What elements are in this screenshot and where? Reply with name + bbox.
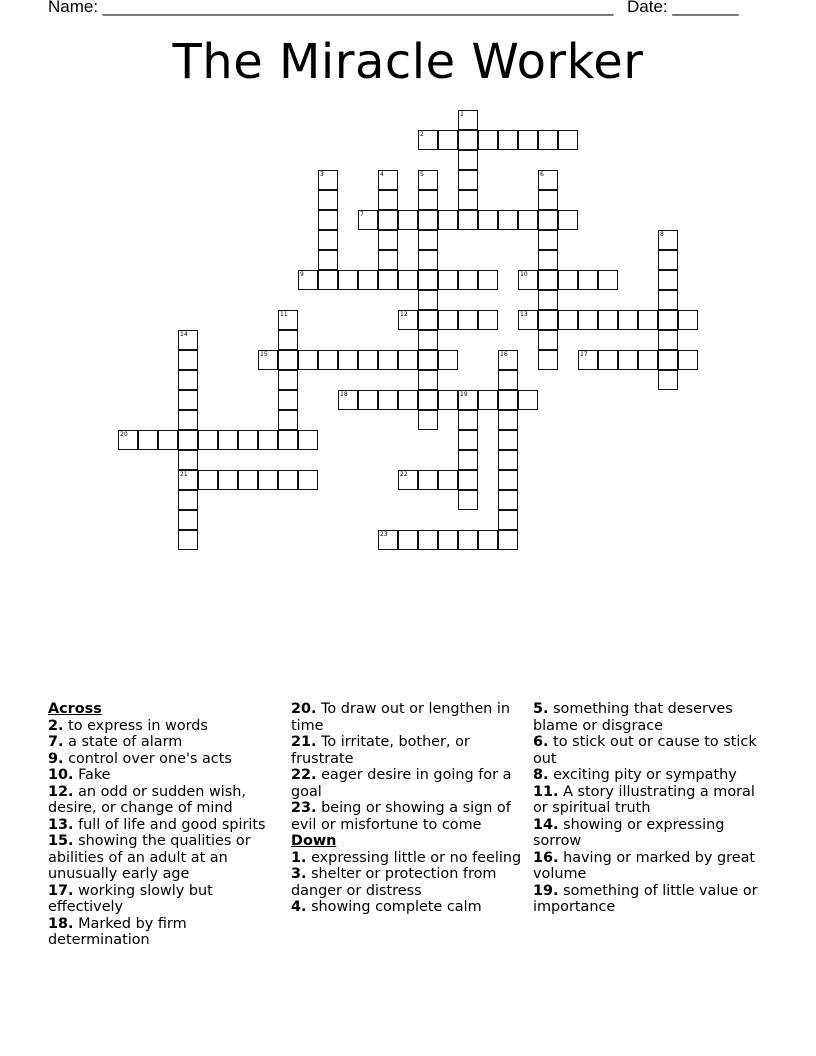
grid-cell[interactable]: [478, 210, 498, 230]
grid-cell[interactable]: [538, 290, 558, 310]
clue-text: showing complete calm: [311, 899, 482, 915]
grid-cell[interactable]: [458, 210, 478, 230]
grid-cell[interactable]: [398, 390, 418, 410]
clue-number: 6: [540, 171, 544, 178]
clue-item: [48, 784, 283, 817]
grid-cell[interactable]: [458, 270, 478, 290]
grid-cell[interactable]: [598, 270, 618, 290]
down-heading: Down: [291, 833, 337, 849]
grid-cell[interactable]: [538, 350, 558, 370]
grid-cell[interactable]: [418, 530, 438, 550]
clue-text: working slowly but effectively: [48, 882, 213, 915]
clue-item: [291, 734, 526, 767]
grid-cell[interactable]: [578, 310, 598, 330]
grid-cell[interactable]: [458, 430, 478, 450]
clue-text: Marked by firm determination: [48, 915, 187, 948]
clue-text: being or showing a sign of evil or misfortune to come: [291, 800, 511, 833]
clue-number: 3.: [291, 866, 307, 882]
clue-number: 9.: [48, 750, 64, 767]
clue-number: 18.: [48, 915, 74, 932]
grid-cell[interactable]: [278, 470, 298, 490]
grid-cell[interactable]: [418, 290, 438, 310]
grid-cell[interactable]: [538, 130, 558, 150]
clue-item: [533, 701, 773, 734]
grid-cell[interactable]: [338, 350, 358, 370]
grid-cell[interactable]: [378, 170, 398, 190]
grid-cell[interactable]: [418, 270, 438, 290]
clue-number: 15.: [48, 833, 74, 849]
clue-text: an odd or sudden wish, desire, or change of mind: [48, 783, 246, 816]
page-title: The Miracle Worker: [172, 34, 644, 90]
clue-number: 4.: [291, 899, 307, 915]
grid-cell[interactable]: [398, 470, 418, 490]
clue-text: showing or expressing sorrow: [533, 816, 725, 849]
grid-cell[interactable]: [178, 530, 198, 550]
grid-cell[interactable]: [338, 390, 358, 410]
grid-cell[interactable]: [458, 390, 478, 410]
clue-text: To irritate, bother, or frustrate: [291, 734, 470, 767]
clue-item: [291, 800, 526, 833]
grid-cell[interactable]: [658, 270, 678, 290]
grid-cell[interactable]: [498, 350, 518, 370]
grid-cell[interactable]: [118, 430, 138, 450]
grid-cell[interactable]: [258, 430, 278, 450]
grid-cell[interactable]: [398, 270, 418, 290]
clues-column-2: [291, 701, 526, 916]
grid-cell[interactable]: [178, 350, 198, 370]
clue-number: 11.: [533, 783, 559, 800]
grid-cell[interactable]: [538, 330, 558, 350]
grid-cell[interactable]: [498, 450, 518, 470]
grid-cell[interactable]: [658, 310, 678, 330]
clue-item: [48, 718, 283, 735]
clue-number: 20: [120, 431, 128, 438]
grid-cell[interactable]: [418, 210, 438, 230]
grid-cell[interactable]: [658, 290, 678, 310]
clue-text: showing the qualities or abilities of an adult at an unusually early age: [48, 833, 251, 882]
clue-number: 15: [260, 351, 268, 358]
grid-cell[interactable]: [318, 350, 338, 370]
clue-number: 17.: [48, 882, 74, 899]
clue-number: 8: [660, 231, 664, 238]
grid-cell[interactable]: [558, 130, 578, 150]
grid-cell[interactable]: [498, 430, 518, 450]
clue-item: [533, 883, 773, 916]
grid-cell[interactable]: [438, 530, 458, 550]
grid-cell[interactable]: [178, 410, 198, 430]
grid-cell[interactable]: [238, 470, 258, 490]
clue-text: to express in words: [68, 717, 208, 734]
clue-number: 18: [340, 391, 348, 398]
clue-item: [48, 833, 283, 883]
clues-column-1: [48, 701, 283, 949]
grid-cell[interactable]: [378, 250, 398, 270]
grid-cell[interactable]: [178, 470, 198, 490]
grid-cell[interactable]: [398, 310, 418, 330]
clue-text: expressing little or no feeling: [311, 849, 522, 866]
grid-cell[interactable]: [398, 210, 418, 230]
grid-cell[interactable]: [418, 370, 438, 390]
grid-cell[interactable]: [518, 270, 538, 290]
grid-cell[interactable]: [498, 490, 518, 510]
grid-cell[interactable]: [498, 510, 518, 530]
grid-cell[interactable]: [418, 190, 438, 210]
grid-cell[interactable]: [658, 370, 678, 390]
grid-cell[interactable]: [478, 270, 498, 290]
grid-cell[interactable]: [438, 390, 458, 410]
clue-number: 1: [460, 111, 464, 118]
grid-cell[interactable]: [558, 310, 578, 330]
grid-cell[interactable]: [638, 350, 658, 370]
grid-cell[interactable]: [458, 410, 478, 430]
grid-cell[interactable]: [198, 430, 218, 450]
grid-cell[interactable]: [438, 310, 458, 330]
grid-cell[interactable]: [418, 250, 438, 270]
clue-number: 13: [520, 311, 528, 318]
grid-cell[interactable]: [538, 250, 558, 270]
clue-number: 19.: [533, 882, 559, 899]
grid-cell[interactable]: [658, 250, 678, 270]
clue-number: 19: [460, 391, 468, 398]
grid-cell[interactable]: [338, 270, 358, 290]
grid-cell[interactable]: [278, 370, 298, 390]
clue-number: 7.: [48, 734, 64, 750]
grid-cell[interactable]: [318, 170, 338, 190]
grid-cell[interactable]: [178, 490, 198, 510]
grid-cell[interactable]: [358, 210, 378, 230]
clue-number: 8.: [533, 767, 549, 783]
clue-number: 5.: [533, 701, 549, 717]
clue-number: 2: [420, 131, 424, 138]
clue-number: 16: [500, 351, 508, 358]
grid-cell[interactable]: [538, 270, 558, 290]
grid-cell[interactable]: [498, 370, 518, 390]
grid-cell[interactable]: [278, 350, 298, 370]
grid-cell[interactable]: [378, 390, 398, 410]
clue-number: 22: [400, 471, 408, 478]
grid-cell[interactable]: [438, 210, 458, 230]
grid-cell[interactable]: [418, 410, 438, 430]
grid-cell[interactable]: [418, 330, 438, 350]
grid-cell[interactable]: [498, 130, 518, 150]
grid-cell[interactable]: [318, 250, 338, 270]
grid-cell[interactable]: [418, 390, 438, 410]
grid-cell[interactable]: [358, 270, 378, 290]
clue-text: eager desire in going for a goal: [291, 767, 512, 800]
clue-number: 10.: [48, 767, 74, 783]
grid-cell[interactable]: [418, 130, 438, 150]
clue-number: 21: [180, 471, 188, 478]
grid-cell[interactable]: [418, 230, 438, 250]
grid-cell[interactable]: [458, 450, 478, 470]
clue-number: 17: [580, 351, 588, 358]
grid-cell[interactable]: [378, 530, 398, 550]
clue-number: 12: [400, 311, 408, 318]
grid-cell[interactable]: [538, 230, 558, 250]
grid-cell[interactable]: [378, 190, 398, 210]
across-heading: Across: [48, 701, 102, 717]
grid-cell[interactable]: [178, 450, 198, 470]
clue-text: something that deserves blame or disgrace: [533, 701, 733, 734]
grid-cell[interactable]: [238, 430, 258, 450]
clues-column-3: [533, 701, 773, 916]
clue-text: Fake: [78, 767, 111, 783]
grid-cell[interactable]: [258, 350, 278, 370]
clue-text: full of life and good spirits: [78, 816, 266, 833]
grid-cell[interactable]: [638, 310, 658, 330]
clue-item: [48, 883, 283, 916]
grid-cell[interactable]: [518, 390, 538, 410]
clue-number: 14.: [533, 816, 559, 833]
grid-cell[interactable]: [498, 530, 518, 550]
clue-number: 21.: [291, 734, 317, 750]
grid-cell[interactable]: [458, 150, 478, 170]
clue-number: 3: [320, 171, 324, 178]
grid-cell[interactable]: [518, 130, 538, 150]
clue-item: [291, 899, 526, 916]
clue-item: [291, 767, 526, 800]
grid-cell[interactable]: [278, 390, 298, 410]
name-field-label: Name: ______________________________________________________: [48, 0, 614, 16]
grid-cell[interactable]: [198, 470, 218, 490]
clue-item: [48, 916, 283, 949]
grid-cell[interactable]: [258, 470, 278, 490]
grid-cell[interactable]: [418, 310, 438, 330]
grid-cell[interactable]: [318, 230, 338, 250]
grid-cell[interactable]: [538, 310, 558, 330]
clue-number: 2.: [48, 717, 64, 734]
clue-item: [291, 866, 526, 899]
grid-cell[interactable]: [558, 270, 578, 290]
grid-cell[interactable]: [438, 270, 458, 290]
grid-cell[interactable]: [658, 350, 678, 370]
grid-cell[interactable]: [298, 350, 318, 370]
clue-item: [48, 767, 283, 784]
date-field-label: Date: _______: [627, 0, 739, 16]
clue-text: a state of alarm: [68, 734, 183, 750]
clue-item: [48, 734, 283, 751]
grid-cell[interactable]: [298, 270, 318, 290]
clue-text: having or marked by great volume: [533, 849, 756, 882]
clue-number: 1.: [291, 849, 307, 866]
grid-cell[interactable]: [418, 350, 438, 370]
grid-cell[interactable]: [358, 390, 378, 410]
clue-item: [533, 817, 773, 850]
grid-cell[interactable]: [278, 310, 298, 330]
grid-cell[interactable]: [538, 170, 558, 190]
clue-number: 7: [360, 211, 364, 218]
clue-number: 16.: [533, 849, 559, 866]
grid-cell[interactable]: [458, 130, 478, 150]
grid-cell[interactable]: [678, 310, 698, 330]
grid-cell[interactable]: [278, 430, 298, 450]
clue-number: 5: [420, 171, 424, 178]
grid-cell[interactable]: [318, 190, 338, 210]
grid-cell[interactable]: [398, 350, 418, 370]
grid-cell[interactable]: [178, 390, 198, 410]
grid-cell[interactable]: [478, 310, 498, 330]
grid-cell[interactable]: [578, 270, 598, 290]
grid-cell[interactable]: [598, 310, 618, 330]
grid-cell[interactable]: [378, 270, 398, 290]
grid-cell[interactable]: [418, 470, 438, 490]
grid-cell[interactable]: [298, 430, 318, 450]
clue-number: 10: [520, 271, 528, 278]
grid-cell[interactable]: [458, 190, 478, 210]
grid-cell[interactable]: [478, 390, 498, 410]
grid-cell[interactable]: [298, 470, 318, 490]
clue-number: 4: [380, 171, 384, 178]
clue-number: 11: [280, 311, 288, 318]
clue-item: [291, 701, 526, 734]
clue-number: 20.: [291, 701, 317, 717]
grid-cell[interactable]: [178, 510, 198, 530]
grid-cell[interactable]: [458, 170, 478, 190]
clue-item: [291, 850, 526, 867]
clue-number: 9: [300, 271, 304, 278]
grid-cell[interactable]: [278, 410, 298, 430]
grid-cell[interactable]: [478, 530, 498, 550]
grid-cell[interactable]: [558, 210, 578, 230]
grid-cell[interactable]: [678, 350, 698, 370]
grid-cell[interactable]: [538, 210, 558, 230]
grid-cell[interactable]: [518, 310, 538, 330]
grid-cell[interactable]: [178, 330, 198, 350]
clue-number: 13.: [48, 816, 74, 833]
grid-cell[interactable]: [378, 210, 398, 230]
grid-cell[interactable]: [538, 190, 558, 210]
clue-number: 22.: [291, 767, 317, 783]
grid-cell[interactable]: [438, 130, 458, 150]
grid-cell[interactable]: [458, 110, 478, 130]
clue-text: control over one's acts: [68, 750, 232, 767]
clue-number: 6.: [533, 734, 549, 750]
grid-cell[interactable]: [498, 390, 518, 410]
grid-cell[interactable]: [458, 470, 478, 490]
grid-cell[interactable]: [218, 470, 238, 490]
grid-cell[interactable]: [438, 350, 458, 370]
grid-cell[interactable]: [278, 330, 298, 350]
clue-text: shelter or protection from danger or distress: [291, 866, 497, 899]
grid-cell[interactable]: [618, 350, 638, 370]
grid-cell[interactable]: [598, 350, 618, 370]
grid-cell[interactable]: [398, 530, 418, 550]
grid-cell[interactable]: [618, 310, 638, 330]
grid-cell[interactable]: [658, 330, 678, 350]
grid-cell[interactable]: [478, 130, 498, 150]
grid-cell[interactable]: [438, 470, 458, 490]
grid-cell[interactable]: [178, 430, 198, 450]
grid-cell[interactable]: [458, 490, 478, 510]
grid-cell[interactable]: [658, 230, 678, 250]
clue-text: something of little value or importance: [533, 882, 758, 915]
grid-cell[interactable]: [218, 430, 238, 450]
clue-text: to stick out or cause to stick out: [533, 734, 757, 767]
grid-cell[interactable]: [378, 350, 398, 370]
clue-item: [533, 734, 773, 767]
grid-cell[interactable]: [318, 270, 338, 290]
clue-number: 23: [380, 531, 388, 538]
grid-cell[interactable]: [178, 370, 198, 390]
grid-cell[interactable]: [378, 230, 398, 250]
clue-number: 14: [180, 331, 188, 338]
clue-text: To draw out or lengthen in time: [291, 701, 510, 734]
grid-cell[interactable]: [138, 430, 158, 450]
clue-text: exciting pity or sympathy: [553, 767, 737, 783]
clue-text: A story illustrating a moral or spiritual truth: [533, 783, 755, 816]
grid-cell[interactable]: [498, 210, 518, 230]
clue-number: 12.: [48, 783, 74, 800]
grid-cell[interactable]: [458, 530, 478, 550]
clue-item: [533, 767, 773, 784]
grid-cell[interactable]: [458, 310, 478, 330]
clue-item: [533, 784, 773, 817]
grid-cell[interactable]: [418, 170, 438, 190]
clue-item: [48, 817, 283, 834]
grid-cell[interactable]: [498, 470, 518, 490]
grid-cell[interactable]: [498, 410, 518, 430]
clue-number: 23.: [291, 800, 317, 816]
clue-item: [533, 850, 773, 883]
grid-cell[interactable]: [358, 350, 378, 370]
grid-cell[interactable]: [518, 210, 538, 230]
grid-cell[interactable]: [318, 210, 338, 230]
clue-item: [48, 751, 283, 768]
grid-cell[interactable]: [158, 430, 178, 450]
grid-cell[interactable]: [578, 350, 598, 370]
